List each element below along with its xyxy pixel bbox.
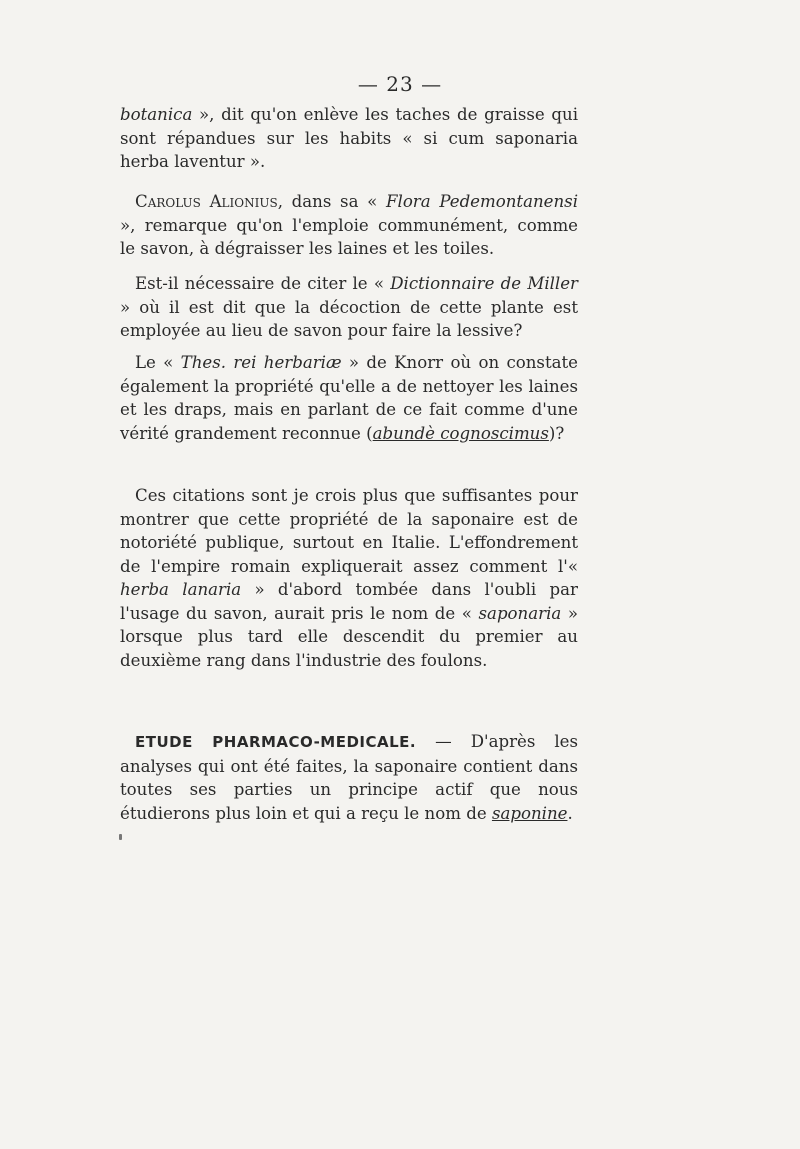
paragraph-text: Ces citations sont je crois plus que suffisantes pour montrer que cette propriété de la saponaire est de notoriété publique, surtout en Italie. L'effondrement de l'empire romain expliquerait assez comment l'«: [120, 486, 578, 576]
paragraph-knorr: [120, 351, 578, 445]
section-heading: ETUDE PHARMACO-MEDICALE.: [135, 733, 417, 751]
botanica-term: botanica: [120, 105, 193, 124]
paragraph-text: », dit qu'on enlève les taches de graisse qui sont répandues sur les habits « si cum saponaria herba laventur ».: [120, 105, 578, 171]
book-title: Thes. rei herbariæ: [180, 353, 342, 372]
book-title: Dictionnaire de Miller: [390, 274, 578, 293]
paragraph-text: Est-il nécessaire de citer le «: [135, 274, 391, 293]
plant-name: saponaria: [478, 603, 562, 623]
paragraph-text: » d'abord tombée dans l'oubli par l'usage du savon, aurait pris le nom de «: [120, 580, 578, 623]
paragraph-text: — D'après les analyses qui ont été faites, la saponaire contient dans toutes ses parties un principe actif que nous étudierons plus loin et qui a reçu le nom de: [120, 732, 578, 823]
paragraph-text: , dans sa «: [277, 192, 386, 211]
paragraph-text: », remarque qu'on l'emploie communément, comme le savon, à dégraisser les laines et les toiles.: [120, 215, 578, 258]
paragraph-text: » où il est dit que la décoction de cette plante est employée au lieu de savon pour faire la lessive?: [120, 297, 578, 340]
plant-name: herba lanaria: [120, 580, 242, 599]
paragraph-text: » de Knorr où on constate également la propriété qu'elle a de nettoyer les laines et les draps, mais en parlant de ce fait comme d'une vérité grandement reconnue (: [120, 353, 579, 443]
paragraph-pharmaco: [120, 730, 578, 825]
page-number: — 23 —: [357, 72, 443, 96]
author-name: Carolus Alionius: [135, 192, 278, 211]
book-title: Flora Pedemontanensi: [386, 192, 578, 211]
paragraph-miller: [120, 272, 578, 343]
latin-quote: abundè cognoscimus: [372, 423, 549, 443]
paragraph-alionius: [120, 190, 578, 261]
paragraph-text: Le «: [135, 353, 181, 372]
paragraph-text: .: [567, 803, 573, 823]
paragraph-text: » lorsque plus tard elle descendit du premier au deuxième rang dans l'industrie des foulons.: [120, 603, 578, 670]
paragraph-citations: [120, 484, 578, 672]
paragraph-botanica: [120, 103, 578, 174]
saponine-term: saponine: [491, 803, 568, 823]
paragraph-text: )?: [548, 423, 565, 443]
ink-mark: [119, 834, 122, 840]
